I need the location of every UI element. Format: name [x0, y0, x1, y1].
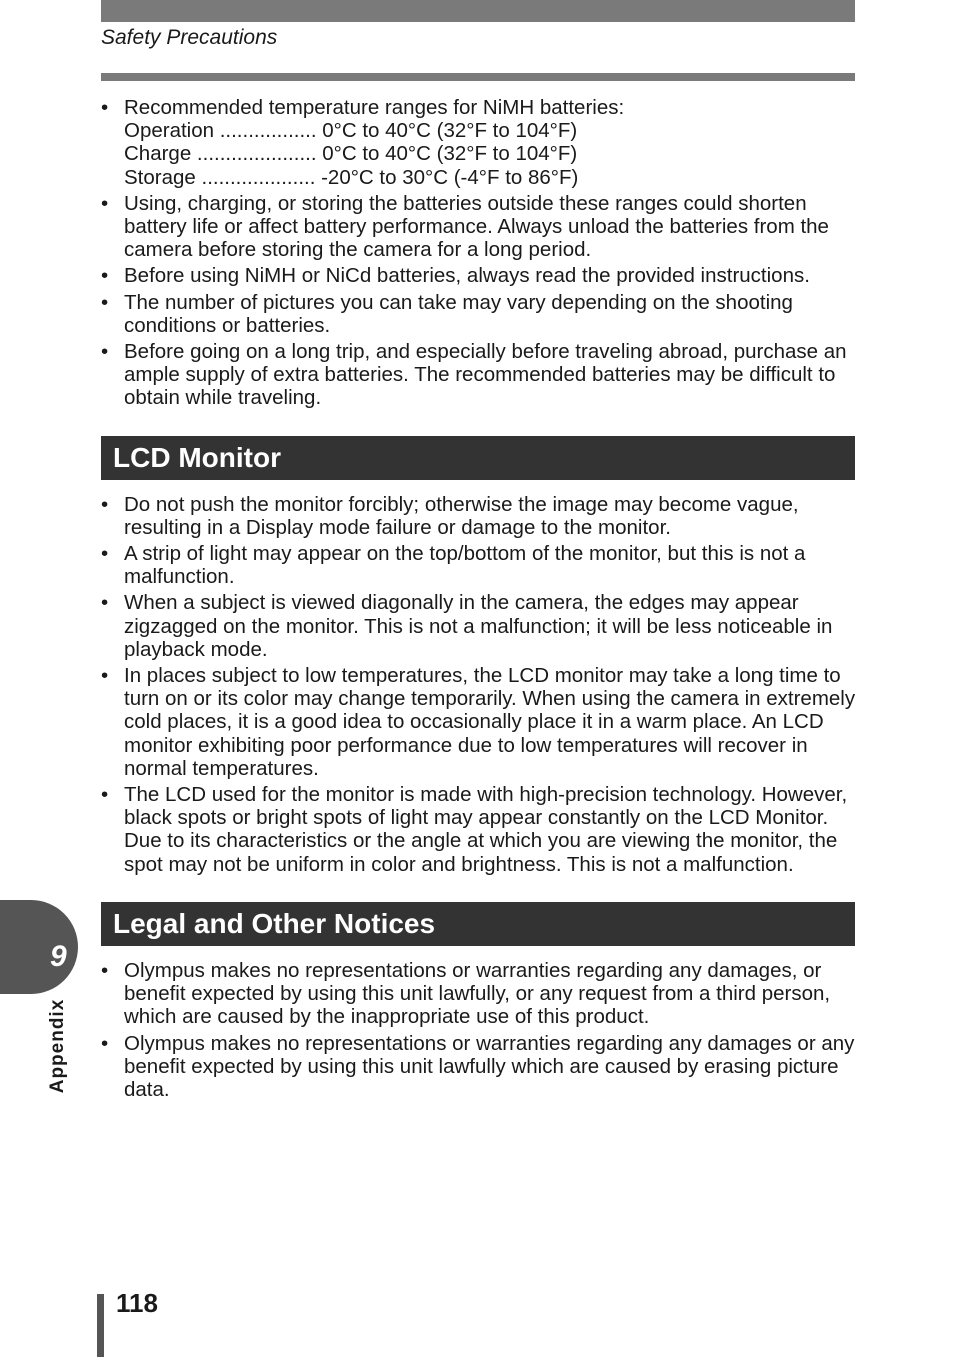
list-item-text: Olympus makes no representations or warranties regarding any damages, or benefit expected by using this unit lawfully, or any request from a third person, which are caused by the inappropriate use of this product.	[124, 958, 831, 1029]
header-rule	[101, 73, 855, 81]
chapter-number: 9	[50, 940, 67, 973]
list-item	[101, 291, 856, 337]
list-item-text: Before using NiMH or NiCd batteries, always read the provided instructions.	[124, 264, 810, 288]
temperature-row-charge: Charge ..................... 0°C to 40°C (32°F to 104°F)	[124, 142, 578, 166]
temperature-intro: Recommended temperature ranges for NiMH batteries:	[124, 96, 625, 119]
list-item-text: Do not push the monitor forcibly; otherwise the image may become vague, resulting in a Display mode failure or damage to the monitor.	[124, 492, 799, 539]
bullet-icon: •	[101, 191, 109, 215]
list-item-text: The LCD used for the monitor is made with high-precision technology. However, black spots or bright spots of light may appear constantly on the LCD Monitor. Due to its characteristics or the angle at which you are viewing the monitor, the spot may not be uniform in color and brightness. This is not a malfunction.	[124, 783, 848, 876]
page-number: 118	[116, 1288, 158, 1318]
list-item-text: Using, charging, or storing the batteries outside these ranges could shorten battery life or affect battery performance. Always unload the batteries from the camera before storing the camera for a long period.	[124, 191, 829, 262]
chapter-label: Appendix	[47, 998, 68, 1094]
list-item-text: Before going on a long trip, and especially before traveling abroad, purchase an ample supply of extra batteries. The recommended batteries may be difficult to obtain while traveling.	[124, 340, 847, 410]
bullet-icon: •	[101, 290, 109, 314]
page-content	[101, 96, 856, 1104]
section-heading-lcd-monitor: LCD Monitor	[101, 436, 855, 480]
legal-notes-list	[101, 959, 856, 1101]
bullet-icon: •	[101, 783, 109, 807]
list-item	[101, 192, 856, 262]
list-item	[101, 264, 856, 287]
list-item	[101, 783, 856, 876]
list-item-text: When a subject is viewed diagonally in the camera, the edges may appear zigzagged on the monitor. This is not a malfunction; it will be less noticeable in playback mode.	[124, 591, 833, 661]
list-item	[101, 591, 856, 661]
list-item-text: Olympus makes no representations or warranties regarding any damages or any benefit expected by using this unit lawfully which are caused by erasing picture data.	[124, 1031, 855, 1101]
temperature-row-operation: Operation ................. 0°C to 40°C (32°F to 104°F)	[124, 119, 578, 143]
bullet-icon: •	[101, 664, 109, 688]
page-number-bar	[97, 1294, 104, 1357]
lcd-notes-list	[101, 493, 856, 876]
list-item-text: A strip of light may appear on the top/bottom of the monitor, but this is not a malfunction.	[124, 542, 806, 589]
list-item-text: In places subject to low temperatures, the LCD monitor may take a long time to turn on or its color may change temporarily. When using the camera in extremely cold places, it is a good idea to occasionally place it in a warm place. An LCD monitor exhibiting poor performance due to low temperatures will recover in normal temperatures.	[124, 664, 856, 780]
list-item	[101, 1032, 856, 1102]
list-item	[101, 959, 856, 1029]
running-header: Safety Precautions	[101, 26, 278, 49]
temperature-row-storage: Storage .................... -20°C to 30°C (-4°F to 86°F)	[124, 165, 579, 189]
bullet-icon: •	[101, 492, 109, 516]
bullet-icon: •	[101, 264, 109, 288]
list-item	[101, 340, 856, 410]
bullet-icon: •	[101, 958, 109, 982]
bullet-icon: •	[101, 340, 109, 364]
list-item	[101, 96, 856, 189]
list-item-text: The number of pictures you can take may vary depending on the shooting conditions or batteries.	[124, 290, 793, 337]
list-item	[101, 664, 856, 780]
list-item	[101, 493, 856, 539]
bullet-icon: •	[101, 1031, 109, 1055]
section-heading-legal-notices: Legal and Other Notices	[101, 902, 855, 946]
bullet-icon: •	[101, 542, 109, 566]
bullet-icon: •	[101, 591, 109, 615]
bullet-icon: •	[101, 96, 109, 119]
list-item	[101, 542, 856, 588]
battery-notes-list	[101, 96, 856, 410]
header-top-bar	[101, 0, 855, 22]
